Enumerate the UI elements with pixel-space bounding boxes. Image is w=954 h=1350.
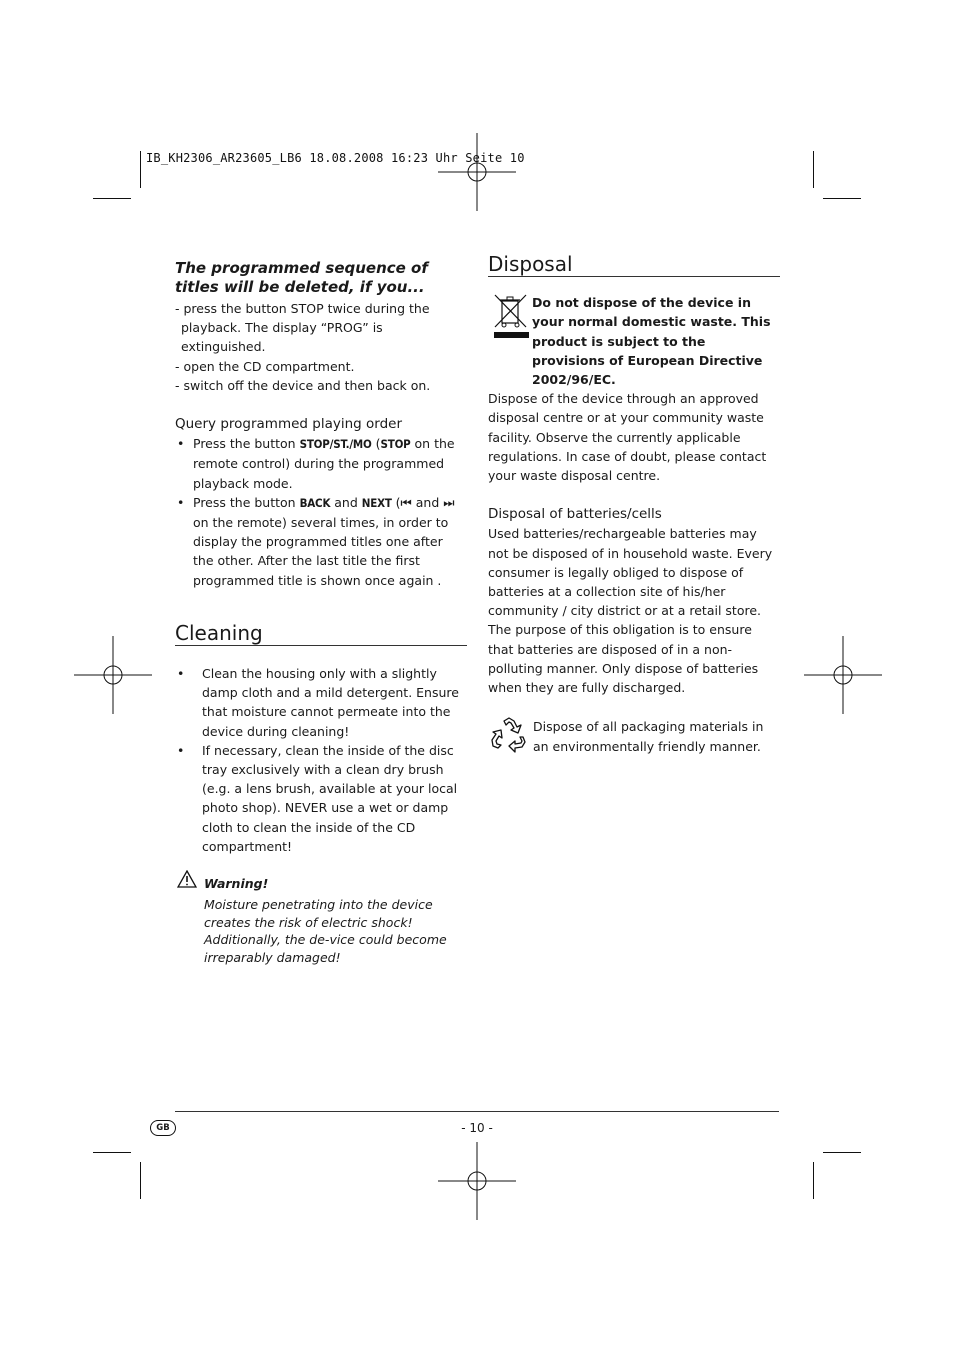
language-badge: GB <box>150 1120 176 1136</box>
weee-block <box>488 293 780 389</box>
warning-title: Warning! <box>204 876 269 892</box>
key-label: STOP/ST./MO <box>299 437 372 452</box>
prog-deleted-list <box>175 299 467 395</box>
prog-deleted-heading: The programmed sequence of titles will be deleted, if you... <box>175 259 428 296</box>
prog-deleted-item: - open the CD compartment. <box>175 358 355 374</box>
registration-mark-icon <box>438 133 516 211</box>
print-slug-line: IB_KH2306_AR23605_LB6 18.08.2008 16:23 Uhr Seite 10 <box>146 151 525 165</box>
left-column <box>175 259 467 966</box>
query-list <box>175 434 467 590</box>
cleaning-list <box>175 664 467 856</box>
batteries-paragraph: Used batteries/rechargeable batteries may not be disposed of in household waste. Every consumer is legally obliged to dispose of batteries at a collection site of his/her community / city district or at a retail store. <box>488 526 773 619</box>
cleaning-heading: Cleaning <box>175 624 467 646</box>
query-heading: Query programmed playing order <box>175 416 403 433</box>
text: ( <box>371 436 381 452</box>
registration-mark-icon <box>74 636 152 714</box>
batteries-paragraph: The purpose of this obligation is to ensure that batteries are disposed of in a non-polluting manner. Only dispose of batteries when they are fully discharged. <box>488 622 759 696</box>
text: Press the button <box>193 436 300 452</box>
crop-mark <box>140 151 141 188</box>
cleaning-bullet: • If necessary, clean the inside of the disc tray exclusively with a clean dry brush (e.g. a lens brush, available at your local photo shop). NEVER use a wet or damp cloth to clean the inside of the CD compartment! <box>175 741 467 856</box>
crop-mark <box>823 1152 861 1153</box>
text: Press the button <box>193 494 300 510</box>
skip-icons: (⏮ and ⏭ <box>391 494 455 510</box>
cleaning-bullet: • Clean the housing only with a slightly damp cloth and a mild detergent. Ensure that moisture cannot permeate into the device during cleaning! <box>175 664 467 741</box>
disposal-heading: Disposal <box>488 255 780 277</box>
crop-mark <box>813 151 814 188</box>
right-column <box>488 252 780 757</box>
text: on the remote) several times, in order to display the programmed titles one after the other. After the last title the first programmed title is shown once again . <box>193 515 449 588</box>
registration-mark-icon <box>438 1142 516 1220</box>
packaging-text: Dispose of all packaging materials in an environmentally friendly manner. <box>533 719 764 755</box>
warning-triangle-icon <box>177 870 197 888</box>
footer-rule <box>175 1111 779 1112</box>
query-bullet <box>175 493 467 590</box>
page-number: - 10 - <box>461 1121 493 1135</box>
crop-mark <box>140 1162 141 1199</box>
query-bullet <box>175 434 467 493</box>
crop-mark <box>813 1162 814 1199</box>
crop-mark <box>93 1152 131 1153</box>
text: and <box>330 494 362 510</box>
key-label: NEXT <box>361 495 392 510</box>
text: on the remote control) during the programmed playback mode. <box>193 436 455 491</box>
registration-mark-icon <box>804 636 882 714</box>
key-label: BACK <box>299 495 331 510</box>
weee-notice: Do not dispose of the device in your normal domestic waste. This product is subject to the provisions of European Directive 2002/96/EC. <box>532 295 771 388</box>
crossed-out-wheeled-bin-icon <box>493 294 531 340</box>
recycle-icon <box>490 715 528 753</box>
warning-block <box>175 874 467 966</box>
packaging-block <box>488 717 780 757</box>
disposal-text: Dispose of the device through an approved disposal centre or at your community waste facility. Observe the currently applicable regulations. In case of doubt, please contact your waste disposal centre. <box>488 391 767 484</box>
batteries-heading: Disposal of batteries/cells <box>488 506 662 523</box>
prog-deleted-item: - switch off the device and then back on. <box>175 377 431 393</box>
crop-mark <box>823 198 861 199</box>
key-label: STOP <box>380 437 411 452</box>
warning-text: Moisture penetrating into the device creates the risk of electric shock! Additionally, the de-vice could become irreparably damaged! <box>204 897 447 965</box>
crop-mark <box>93 198 131 199</box>
prog-deleted-item: - press the button STOP twice during the playback. The display “PROG” is extinguished. <box>175 301 430 355</box>
